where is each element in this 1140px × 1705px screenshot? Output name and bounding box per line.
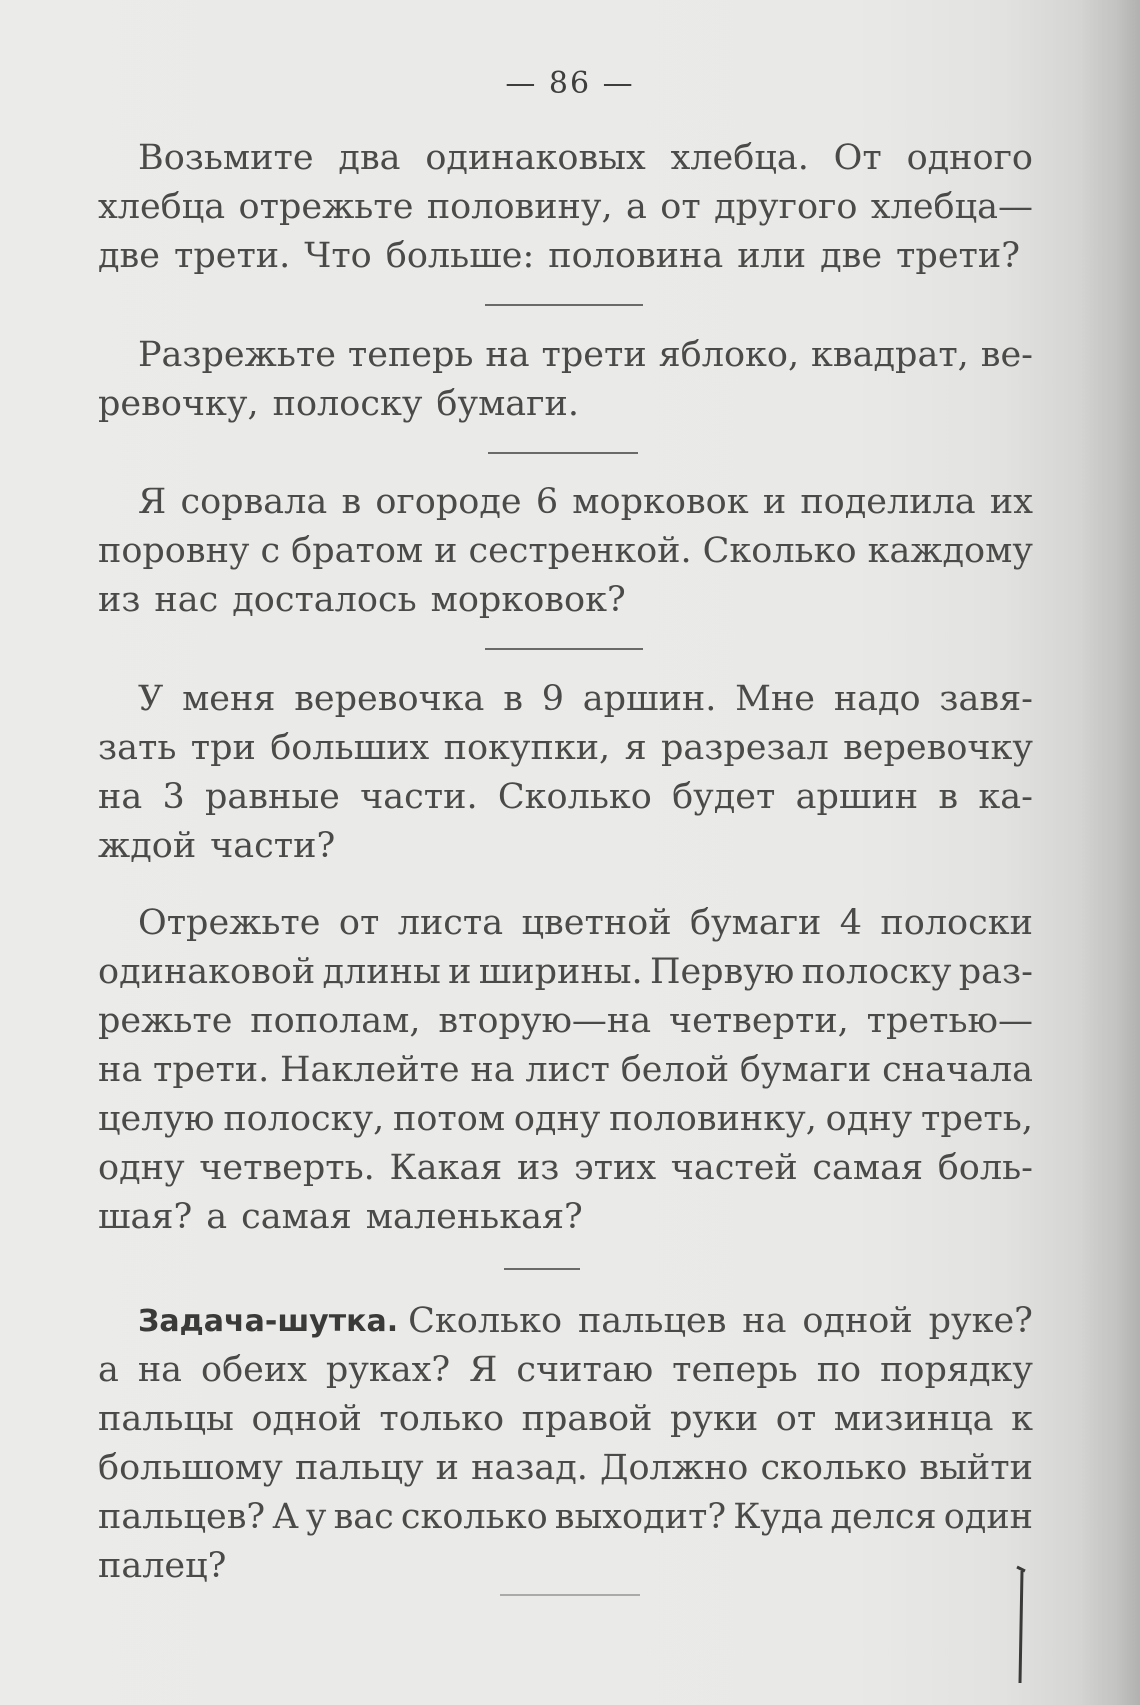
word: полоски bbox=[880, 903, 1033, 943]
word: У bbox=[138, 679, 164, 719]
word: 9 bbox=[541, 679, 564, 719]
page-gutter-shadow bbox=[1080, 0, 1140, 1705]
word: хлебца. bbox=[670, 138, 809, 178]
word: и bbox=[435, 1448, 459, 1488]
word: яблоко, bbox=[658, 335, 800, 375]
word: четверть. bbox=[199, 1148, 375, 1188]
text-line bbox=[98, 899, 1033, 948]
word: в bbox=[938, 777, 959, 817]
word: одной bbox=[802, 1301, 913, 1341]
word: Должно bbox=[600, 1448, 749, 1488]
word: 4 bbox=[839, 903, 863, 943]
word: цветной bbox=[521, 903, 672, 943]
word: лист bbox=[525, 1050, 610, 1090]
word: палец? bbox=[98, 1546, 227, 1586]
word: и bbox=[434, 531, 458, 571]
word: больше: bbox=[385, 236, 535, 276]
word: к bbox=[1011, 1399, 1033, 1439]
word: половину, bbox=[426, 187, 613, 227]
word: а bbox=[626, 187, 647, 227]
text-line bbox=[98, 134, 1033, 183]
word: два bbox=[338, 138, 401, 178]
text-line bbox=[98, 380, 1033, 429]
section-divider bbox=[485, 304, 643, 306]
word: поровну bbox=[98, 531, 250, 571]
word: равные bbox=[205, 777, 340, 817]
word: на bbox=[485, 335, 530, 375]
word: ве- bbox=[980, 335, 1033, 375]
word: меня bbox=[182, 679, 276, 719]
word: боль- bbox=[937, 1148, 1033, 1188]
paragraph-paper-strips bbox=[98, 899, 1033, 1242]
word: сколько bbox=[400, 1497, 548, 1537]
word: одну bbox=[98, 1148, 185, 1188]
word: на bbox=[470, 1050, 515, 1090]
text-line bbox=[98, 1542, 1033, 1591]
word: целую bbox=[98, 1099, 215, 1139]
text-line bbox=[98, 1493, 1033, 1542]
paragraph-carrots bbox=[98, 478, 1033, 625]
page-number: — 86 — bbox=[505, 66, 635, 101]
word: пальцу bbox=[294, 1448, 424, 1488]
text-line bbox=[98, 478, 1033, 527]
word: другого bbox=[714, 187, 858, 227]
word: делся bbox=[830, 1497, 937, 1537]
text-line bbox=[98, 1395, 1033, 1444]
word: трети. bbox=[152, 1050, 270, 1090]
word: листа bbox=[397, 903, 504, 943]
word: Мне bbox=[735, 679, 816, 719]
word: длины bbox=[322, 952, 441, 992]
word: трети? bbox=[896, 236, 1020, 276]
word: пополам, bbox=[250, 1001, 421, 1041]
word: сестренкой. bbox=[468, 531, 692, 571]
word: трети bbox=[541, 335, 647, 375]
word: режьте bbox=[98, 1001, 233, 1041]
word: части. bbox=[360, 777, 478, 817]
word: аршин. bbox=[582, 679, 717, 719]
text-line bbox=[98, 773, 1033, 822]
word: в bbox=[341, 482, 362, 522]
word: Куда bbox=[733, 1497, 824, 1537]
word: пальцы bbox=[98, 1399, 234, 1439]
word: трети. bbox=[173, 236, 291, 276]
word: одинаковой bbox=[98, 952, 316, 992]
word: половинку, bbox=[609, 1099, 817, 1139]
word: Отрежьте bbox=[138, 903, 321, 943]
text-line bbox=[98, 527, 1033, 576]
text-line bbox=[98, 183, 1033, 232]
word: ждой bbox=[98, 826, 197, 866]
word: и bbox=[448, 952, 472, 992]
word: полоску, bbox=[223, 1099, 385, 1139]
paragraph-cut-thirds bbox=[98, 331, 1033, 429]
text-line bbox=[98, 232, 1033, 281]
word: каждому bbox=[867, 531, 1033, 571]
word: от bbox=[660, 187, 701, 227]
word: три bbox=[190, 728, 256, 768]
word: хлебца bbox=[98, 187, 226, 227]
word: ка- bbox=[978, 777, 1033, 817]
word: выйти bbox=[919, 1448, 1033, 1488]
word: вас bbox=[333, 1497, 394, 1537]
word: бумаги bbox=[689, 903, 822, 943]
word: в bbox=[503, 679, 523, 719]
text-line bbox=[98, 1444, 1033, 1493]
word: полоску bbox=[272, 384, 423, 424]
word: правой bbox=[521, 1399, 653, 1439]
pencil-mark bbox=[1008, 1565, 1028, 1685]
word: одного bbox=[906, 138, 1033, 178]
word: ревочку, bbox=[98, 384, 259, 424]
word: сколько bbox=[760, 1448, 908, 1488]
word: теперь bbox=[672, 1350, 798, 1390]
word: назад. bbox=[471, 1448, 588, 1488]
word: у bbox=[305, 1497, 327, 1537]
word: Возьмите bbox=[138, 138, 314, 178]
word: одной bbox=[251, 1399, 362, 1439]
word: квадрат, bbox=[811, 335, 969, 375]
word: морковок bbox=[572, 482, 749, 522]
word: выходит? bbox=[554, 1497, 727, 1537]
word: морковок? bbox=[430, 580, 626, 620]
word: на bbox=[98, 777, 143, 817]
word: самая bbox=[241, 1197, 352, 1237]
word: сорвала bbox=[180, 482, 328, 522]
word: ширины. bbox=[478, 952, 643, 992]
word: аршин bbox=[795, 777, 919, 817]
word: хлебца— bbox=[870, 187, 1033, 227]
word: половина bbox=[548, 236, 724, 276]
joke-problem-heading: Задача-шутка. bbox=[138, 1304, 399, 1339]
paragraph-rope bbox=[98, 675, 1033, 871]
word: Сколько bbox=[497, 777, 652, 817]
word: отрежьте bbox=[238, 187, 414, 227]
word: четверти, bbox=[668, 1001, 849, 1041]
word: раз- bbox=[958, 952, 1033, 992]
word: Я bbox=[138, 482, 167, 522]
text-line bbox=[98, 997, 1033, 1046]
word: белой bbox=[620, 1050, 730, 1090]
word: из bbox=[98, 580, 141, 620]
word: две bbox=[820, 236, 883, 276]
section-divider bbox=[504, 1268, 580, 1270]
section-divider bbox=[500, 1594, 640, 1596]
word: покупки, bbox=[443, 728, 611, 768]
word: полоску bbox=[801, 952, 952, 992]
word: две bbox=[98, 236, 160, 276]
word: треть, bbox=[920, 1099, 1033, 1139]
text-line bbox=[98, 1046, 1033, 1095]
paragraph-bread bbox=[98, 134, 1033, 281]
word: одинаковых bbox=[425, 138, 646, 178]
section-divider bbox=[488, 452, 638, 454]
text-line bbox=[98, 576, 1033, 625]
word: из bbox=[516, 1148, 560, 1188]
word: бумаги. bbox=[436, 384, 579, 424]
word: Какая bbox=[389, 1148, 503, 1188]
word: больших bbox=[270, 728, 430, 768]
text-line bbox=[98, 1297, 1033, 1346]
word: Сколько bbox=[702, 531, 857, 571]
word: сначала bbox=[882, 1050, 1033, 1090]
word: вторую—на bbox=[438, 1001, 652, 1041]
word: считаю bbox=[516, 1350, 654, 1390]
word: с bbox=[260, 531, 281, 571]
word: огороде bbox=[375, 482, 522, 522]
word: шая? bbox=[98, 1197, 193, 1237]
word: по bbox=[816, 1350, 862, 1390]
word: руки bbox=[669, 1399, 759, 1439]
word: или bbox=[737, 236, 807, 276]
word: 3 bbox=[162, 777, 185, 817]
word: веревочка bbox=[294, 679, 485, 719]
word: на bbox=[742, 1301, 787, 1341]
word: Сколько bbox=[408, 1301, 563, 1341]
word: один bbox=[943, 1497, 1033, 1537]
text-line bbox=[98, 724, 1033, 773]
word: нас bbox=[154, 580, 219, 620]
word: досталось bbox=[232, 580, 417, 620]
word: поделила bbox=[800, 482, 976, 522]
word: А bbox=[272, 1497, 299, 1537]
word: маленькая? bbox=[365, 1197, 583, 1237]
text-line bbox=[98, 822, 1033, 871]
word: на bbox=[137, 1350, 183, 1390]
word: будет bbox=[672, 777, 776, 817]
word: теперь bbox=[347, 335, 474, 375]
text-line bbox=[98, 1144, 1033, 1193]
word: Первую bbox=[649, 952, 795, 992]
word: завя- bbox=[939, 679, 1033, 719]
word: от bbox=[775, 1399, 817, 1439]
word: а bbox=[98, 1350, 119, 1390]
line-rest bbox=[408, 1297, 1033, 1346]
word: а bbox=[206, 1197, 228, 1237]
word: самая bbox=[812, 1148, 924, 1188]
word: обеих bbox=[201, 1350, 307, 1390]
word: веревочку bbox=[843, 728, 1033, 768]
text-line bbox=[98, 1095, 1033, 1144]
word: руках? bbox=[325, 1350, 451, 1390]
word: одну bbox=[513, 1099, 601, 1139]
word: только bbox=[379, 1399, 505, 1439]
word: Разрежьте bbox=[138, 335, 336, 375]
word: надо bbox=[833, 679, 921, 719]
word: пальцев? bbox=[98, 1497, 266, 1537]
word: потом bbox=[393, 1099, 506, 1139]
word: порядку bbox=[880, 1350, 1033, 1390]
word: От bbox=[833, 138, 882, 178]
word: третью— bbox=[866, 1001, 1033, 1041]
section-divider bbox=[485, 648, 643, 650]
text-line bbox=[98, 675, 1033, 724]
paragraph-joke-problem bbox=[98, 1297, 1033, 1591]
word: их bbox=[989, 482, 1033, 522]
word: пальцев bbox=[577, 1301, 727, 1341]
word: руке? bbox=[928, 1301, 1033, 1341]
text-line bbox=[98, 1193, 1033, 1242]
text-line bbox=[98, 1346, 1033, 1395]
word: 6 bbox=[535, 482, 559, 522]
word: от bbox=[338, 903, 380, 943]
word: бумаги bbox=[739, 1050, 872, 1090]
word: братом bbox=[291, 531, 424, 571]
word: разрезал bbox=[661, 728, 829, 768]
word: большому bbox=[98, 1448, 283, 1488]
word: Наклейте bbox=[280, 1050, 460, 1090]
word: этих bbox=[574, 1148, 657, 1188]
word: Что bbox=[304, 236, 372, 276]
word: я bbox=[624, 728, 647, 768]
text-line bbox=[98, 331, 1033, 380]
word: частей bbox=[670, 1148, 798, 1188]
text-line bbox=[98, 948, 1033, 997]
word: мизинца bbox=[833, 1399, 994, 1439]
word: одну bbox=[825, 1099, 913, 1139]
word: Я bbox=[469, 1350, 498, 1390]
word: части? bbox=[210, 826, 336, 866]
word: и bbox=[762, 482, 787, 522]
word: зать bbox=[98, 728, 177, 768]
word: на bbox=[98, 1050, 143, 1090]
